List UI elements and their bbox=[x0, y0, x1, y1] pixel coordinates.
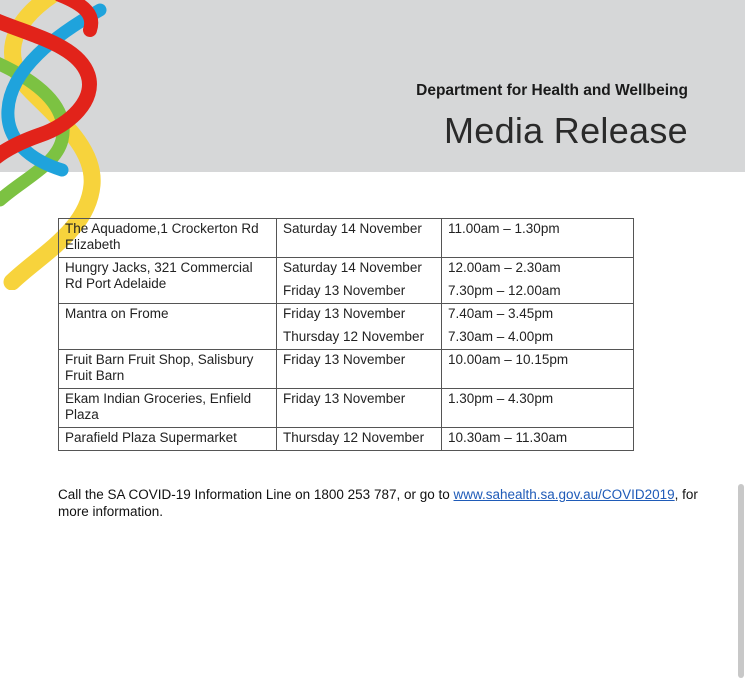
date-value: Thursday 12 November bbox=[283, 329, 425, 344]
page-title: Media Release bbox=[443, 110, 688, 151]
table-row bbox=[59, 389, 634, 428]
time-cell bbox=[442, 258, 634, 304]
date-value: Friday 13 November bbox=[283, 391, 406, 406]
date-value: Friday 13 November bbox=[283, 352, 406, 367]
date-cell bbox=[277, 258, 442, 304]
date-value: Saturday 14 November bbox=[283, 221, 422, 236]
sahealth-link[interactable]: www.sahealth.sa.gov.au/COVID2019 bbox=[453, 487, 675, 502]
location-cell: Hungry Jacks, 321 Commercial Rd Port Adelaide bbox=[59, 258, 277, 304]
exposure-sites-table bbox=[58, 218, 634, 451]
time-cell bbox=[442, 304, 634, 350]
footer-note bbox=[58, 487, 708, 520]
table-row bbox=[59, 258, 634, 304]
footer-text-after: , for more information. bbox=[58, 487, 698, 519]
time-value: 10.00am – 10.15pm bbox=[448, 352, 569, 367]
table-row bbox=[59, 350, 634, 389]
time-cell bbox=[442, 389, 634, 428]
date-cell bbox=[277, 350, 442, 389]
time-value: 11.00am – 1.30pm bbox=[448, 221, 560, 236]
time-value: 7.30am – 4.00pm bbox=[448, 329, 554, 344]
time-value: 12.00am – 2.30am bbox=[448, 260, 561, 275]
date-cell bbox=[277, 304, 442, 350]
location-cell: Parafield Plaza Supermarket bbox=[59, 428, 277, 451]
time-value: 10.30am – 11.30am bbox=[448, 430, 568, 445]
date-value: Friday 13 November bbox=[283, 306, 406, 321]
table-row bbox=[59, 428, 634, 451]
location-cell: Fruit Barn Fruit Shop, Salisbury Fruit Barn bbox=[59, 350, 277, 389]
table-row bbox=[59, 304, 634, 350]
date-cell bbox=[277, 428, 442, 451]
location-cell: The Aquadome,1 Crockerton Rd Elizabeth bbox=[59, 219, 277, 258]
table-row bbox=[59, 219, 634, 258]
header-banner bbox=[0, 0, 745, 172]
time-cell bbox=[442, 428, 634, 451]
scrollbar[interactable] bbox=[738, 484, 744, 678]
department-name: Department for Health and Wellbeing bbox=[416, 82, 688, 99]
date-cell bbox=[277, 389, 442, 428]
time-value: 7.40am – 3.45pm bbox=[448, 306, 554, 321]
time-cell bbox=[442, 219, 634, 258]
date-value: Saturday 14 November bbox=[283, 260, 422, 275]
time-cell bbox=[442, 350, 634, 389]
date-value: Friday 13 November bbox=[283, 283, 406, 298]
date-cell bbox=[277, 219, 442, 258]
date-value: Thursday 12 November bbox=[283, 430, 425, 445]
footer-text-before: Call the SA COVID-19 Information Line on 1800 253 787, or go to bbox=[58, 487, 454, 502]
location-cell: Ekam Indian Groceries, Enfield Plaza bbox=[59, 389, 277, 428]
location-cell: Mantra on Frome bbox=[59, 304, 277, 350]
time-value: 1.30pm – 4.30pm bbox=[448, 391, 554, 406]
time-value: 7.30pm – 12.00am bbox=[448, 283, 561, 298]
